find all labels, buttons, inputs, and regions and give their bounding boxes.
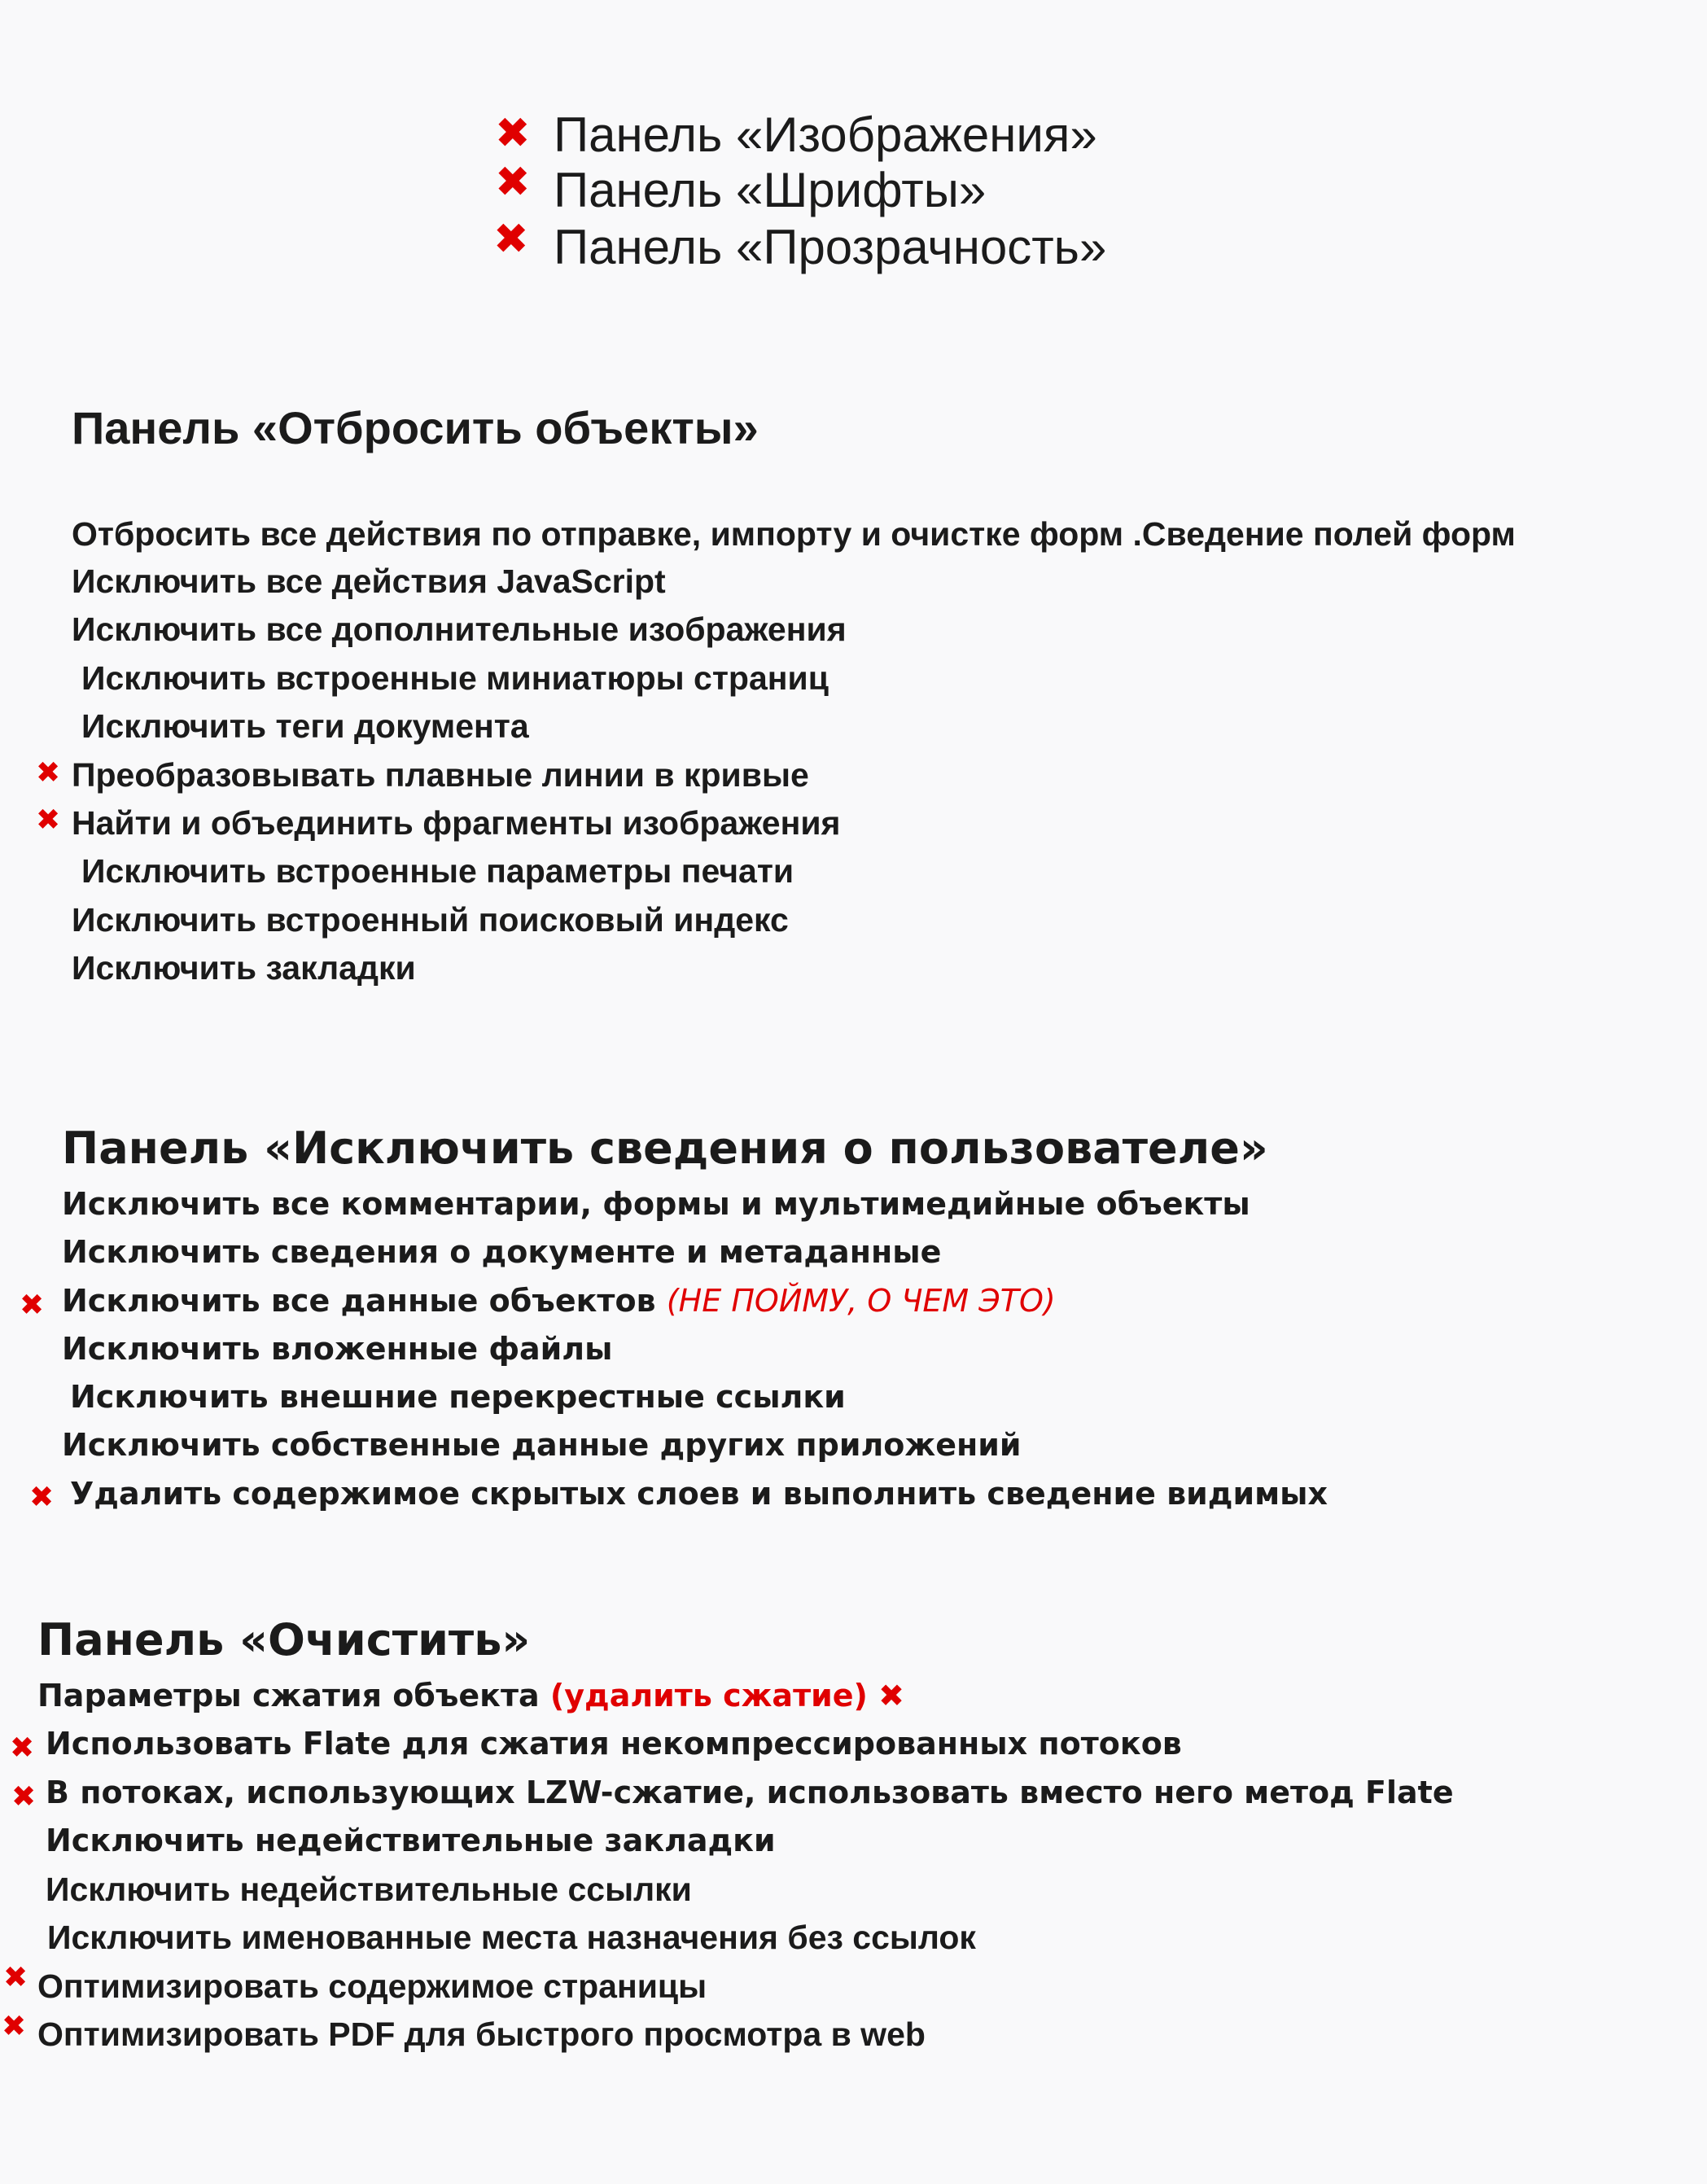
clean-item: Исключить недействительные закладки <box>46 1823 776 1858</box>
discard-item: Исключить все дополнительные изображения <box>72 611 847 648</box>
cross-mark-icon: ✖ <box>10 1731 35 1765</box>
user-info-item: Исключить сведения о документе и метаданные <box>62 1234 942 1270</box>
clean-item: В потоках, использующих LZW-сжатие, использовать вместо него метод Flate <box>46 1775 1454 1810</box>
user-info-note: (НЕ ПОЙМУ, О ЧЕМ ЭТО) <box>666 1283 1056 1319</box>
discard-item: Найти и объединить фрагменты изображения <box>72 804 841 842</box>
cross-mark-icon: ✖ <box>3 1961 28 1994</box>
clean-item <box>37 1680 904 1711</box>
clean-item: Оптимизировать содержимое страницы <box>37 1967 707 2005</box>
section-title-discard: Панель «Отбросить объекты» <box>72 402 759 453</box>
cross-mark-icon: ✖ <box>11 1780 37 1814</box>
discard-item: Преобразовывать плавные линии в кривые <box>72 756 809 794</box>
discard-item: Исключить встроенные миниатюры страниц <box>81 659 829 697</box>
user-info-item-label: Исключить все данные объектов <box>62 1283 656 1319</box>
cross-mark-icon: ✖ <box>493 215 529 264</box>
top-panel-item: Панель «Изображения» <box>554 107 1097 162</box>
top-panel-item: Панель «Прозрачность» <box>554 220 1107 274</box>
clean-note: (удалить сжатие) <box>549 1678 868 1713</box>
clean-item-label: Параметры сжатия объекта <box>37 1678 540 1713</box>
discard-item: Исключить закладки <box>72 949 416 987</box>
clean-item: Оптимизировать PDF для быстрого просмотра в web <box>37 2015 926 2053</box>
user-info-item: Исключить все комментарии, формы и мультимедийные объекты <box>62 1186 1250 1222</box>
discard-item: Отбросить все действия по отправке, импорту и очистке форм .Сведение полей форм <box>72 515 1516 553</box>
user-info-item <box>62 1283 1056 1319</box>
cross-mark-icon: ✖ <box>495 109 531 158</box>
section-title-user-info: Панель «Исключить сведения о пользователе» <box>62 1123 1268 1174</box>
user-info-item: Исключить внешние перекрестные ссылки <box>70 1379 846 1415</box>
cross-mark-icon: ✖ <box>878 1678 904 1713</box>
clean-item: Использовать Flate для сжатия некомпрессированных потоков <box>46 1726 1182 1762</box>
clean-item: Исключить недействительные ссылки <box>46 1871 692 1908</box>
discard-item: Исключить встроенный поисковый индекс <box>72 901 789 939</box>
clean-item: Исключить именованные места назначения без ссылок <box>47 1919 976 1956</box>
cross-mark-icon: ✖ <box>495 158 531 207</box>
cross-mark-icon: ✖ <box>29 1481 55 1514</box>
top-panel-item: Панель «Шрифты» <box>554 163 987 217</box>
cross-mark-icon: ✖ <box>2 2010 27 2043</box>
cross-mark-icon: ✖ <box>36 803 61 837</box>
discard-item: Исключить теги документа <box>81 707 529 745</box>
user-info-item: Удалить содержимое скрытых слоев и выполнить сведение видимых <box>70 1476 1328 1512</box>
cross-mark-icon: ✖ <box>20 1289 45 1322</box>
user-info-item: Исключить вложенные файлы <box>62 1331 613 1367</box>
section-title-clean: Панель «Очистить» <box>37 1614 531 1665</box>
cross-mark-icon: ✖ <box>36 756 61 790</box>
discard-item: Исключить встроенные параметры печати <box>81 852 794 890</box>
user-info-item: Исключить собственные данные других приложений <box>62 1427 1022 1463</box>
discard-item: Исключить все действия JavaScript <box>72 562 666 600</box>
